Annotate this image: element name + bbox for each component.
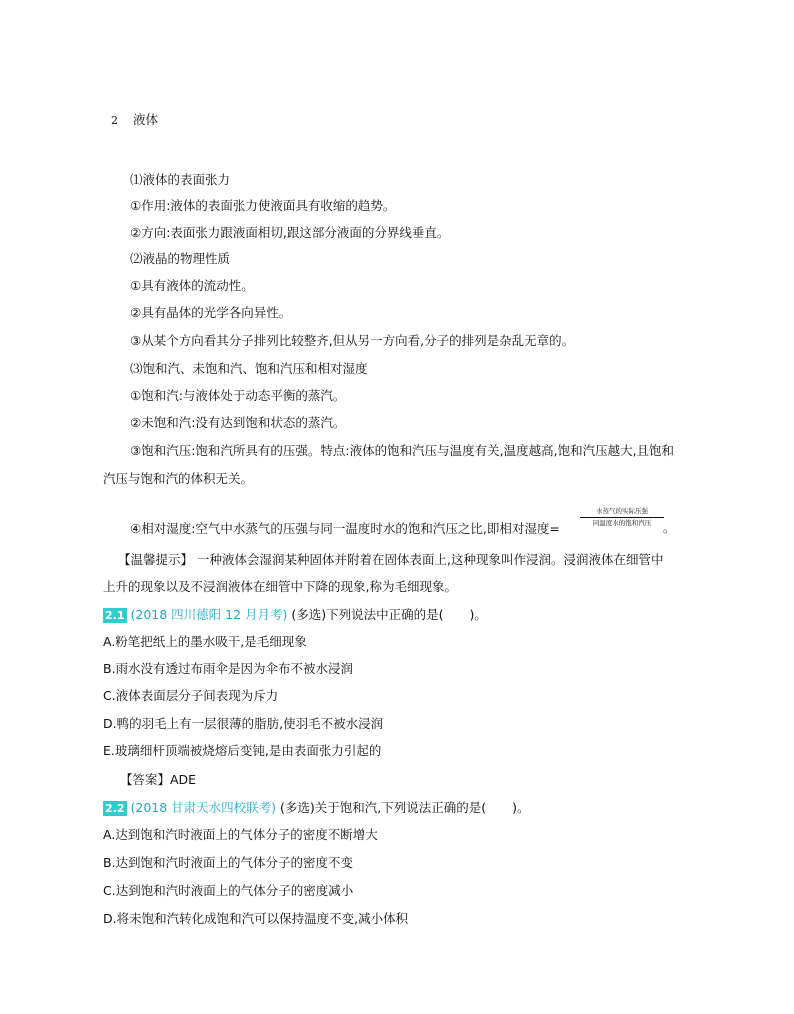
option-c: C.达到饱和汽时液面上的气体分子的密度减小 — [103, 883, 354, 898]
subheading-liquid-crystal: ⑵液晶的物理性质 — [130, 251, 231, 266]
subheading-saturated-vapor: ⑶饱和汽、未饱和汽、饱和汽压和相对湿度 — [130, 361, 368, 376]
option-b: B.达到饱和汽时液面上的气体分子的密度不变 — [103, 855, 354, 870]
question-source: (2018 甘肃天水四校联考) — [130, 800, 277, 815]
question-text-end: )。 — [512, 800, 530, 815]
question-badge: 2.2 — [105, 802, 125, 815]
option-b: B.雨水没有透过布雨伞是因为伞布不被水浸润 — [103, 661, 354, 676]
question-text-end: )。 — [469, 607, 487, 622]
fraction-numerator: 水蒸气的实际压强 — [580, 507, 664, 518]
answer-label: 【答案】ADE — [120, 772, 197, 787]
fraction-period: 。 — [663, 521, 676, 535]
tip-line: 【温馨提示】 一种液体会湿润某种固体并附着在固体表面上,这种现象叫作浸润。浸润液体在细管中 — [118, 552, 664, 567]
text-line: ②具有晶体的光学各向异性。 — [130, 305, 292, 320]
question-text: (多选)关于饱和汽,下列说法正确的是( — [280, 800, 487, 815]
option-a: A.达到饱和汽时液面上的气体分子的密度不断增大 — [103, 827, 378, 842]
option-d: D.鸭的羽毛上有一层很薄的脂肪,使羽毛不被水浸润 — [103, 716, 384, 731]
relative-humidity-line: ④相对湿度:空气中水蒸气的压强与同一温度时水的饱和汽压之比,即相对湿度= — [130, 521, 560, 536]
option-e: E.玻璃细杆顶端被烧熔后变钝,是由表面张力引起的 — [103, 743, 382, 758]
text-line: ①具有液体的流动性。 — [130, 278, 254, 293]
option-c: C.液体表面层分子间表现为斥力 — [103, 688, 279, 703]
option-d: D.将未饱和汽转化成饱和汽可以保持温度不变,减小体积 — [103, 911, 409, 926]
question-2-2-stem — [103, 800, 530, 816]
tip-line: 上升的现象以及不浸润液体在细管中下降的现象,称为毛细现象。 — [103, 579, 457, 594]
text-line: ③饱和汽压:饱和汽所具有的压强。特点:液体的饱和汽压与温度有关,温度越高,饱和汽压越大,且饱和 — [130, 443, 675, 458]
option-a: A.粉笔把纸上的墨水吸干,是毛细现象 — [103, 634, 307, 649]
humidity-fraction — [580, 507, 664, 528]
question-2-1-stem — [103, 607, 487, 623]
subheading-surface-tension: ⑴液体的表面张力 — [130, 172, 231, 187]
section-title: 液体 — [133, 112, 159, 127]
section-number: 2 — [111, 114, 118, 127]
text-line: ③从某个方向看其分子排列比较整齐,但从另一方向看,分子的排列是杂乱无章的。 — [130, 333, 575, 348]
text-line: 汽压与饱和汽的体积无关。 — [103, 471, 254, 486]
question-badge: 2.1 — [105, 609, 125, 622]
question-text: (多选)下列说法中正确的是( — [291, 607, 444, 622]
text-line: ①作用:液体的表面张力使液面具有收缩的趋势。 — [130, 198, 396, 213]
text-line: ②方向:表面张力跟液面相切,跟这部分液面的分界线垂直。 — [130, 225, 450, 240]
question-source: (2018 四川德阳 12 月月考) — [130, 607, 288, 622]
text-line: ②未饱和汽:没有达到饱和状态的蒸汽。 — [130, 415, 346, 430]
fraction-denominator: 同温度水的饱和汽压 — [592, 519, 652, 527]
text-line: ①饱和汽:与液体处于动态平衡的蒸汽。 — [130, 388, 346, 403]
